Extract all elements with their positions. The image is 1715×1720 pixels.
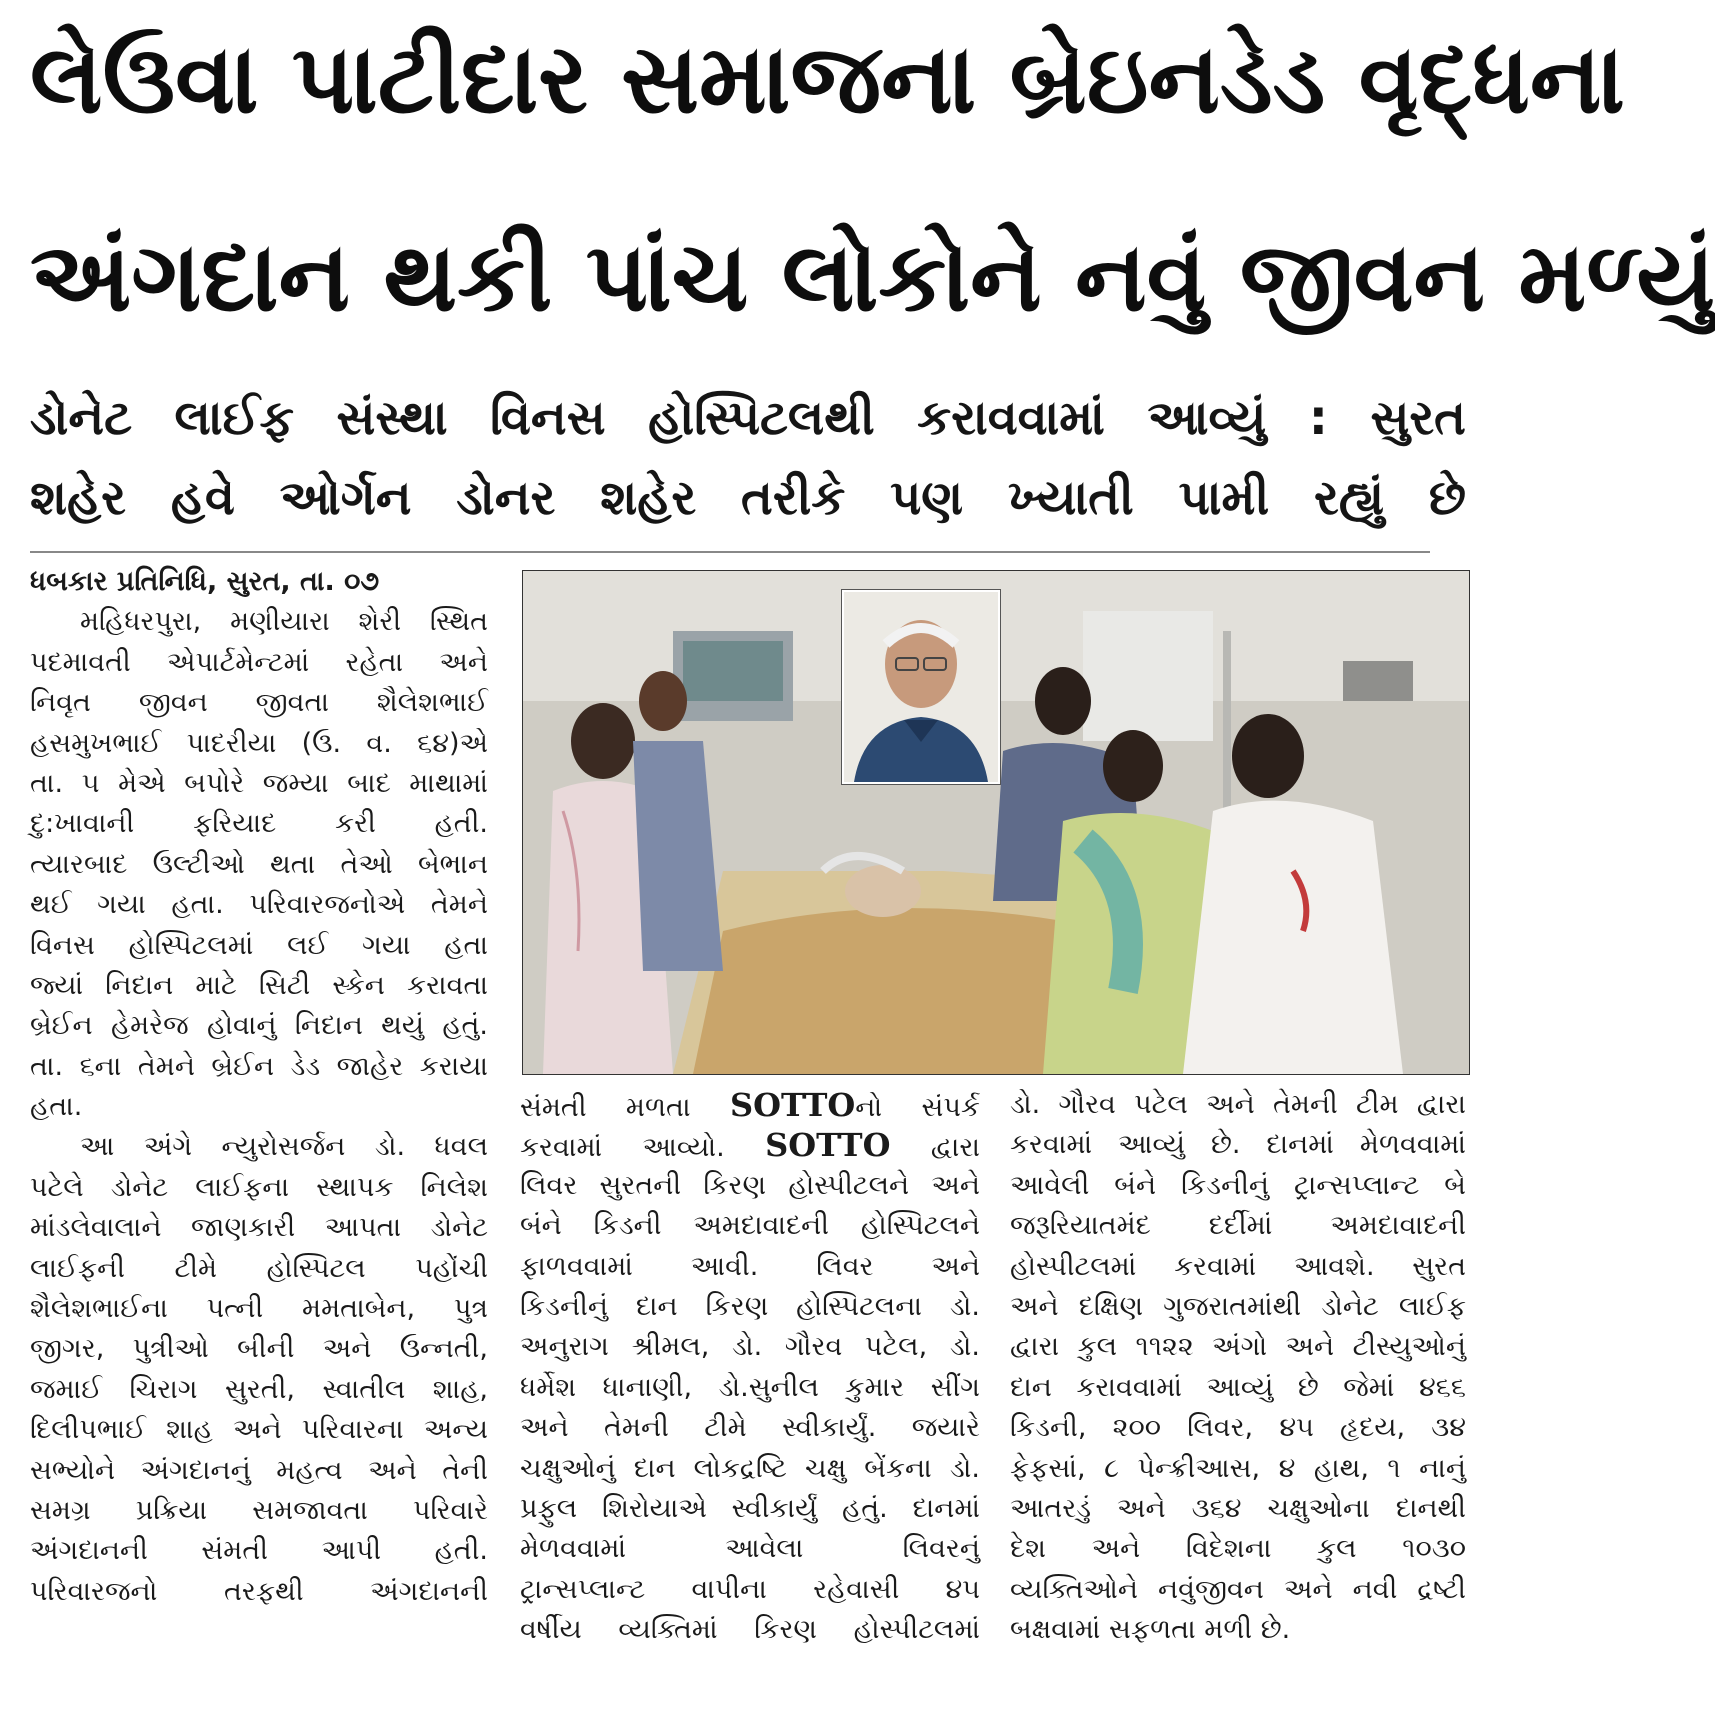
- article-line: જરૂરિયાતમંદ દર્દીમાં અમદાવાદની: [1010, 1210, 1466, 1242]
- headline-line-2: અંગદાન થકી પાંચ લોકોને નવું જીવન મળ્યું: [30, 221, 1715, 333]
- article-line: સમગ્ર પ્રક્રિયા સમજાવતા પરિવારે: [30, 1494, 488, 1526]
- article-line: વર્ષીય વ્યક્તિમાં કિરણ હોસ્પીટલમાં: [520, 1614, 980, 1646]
- article-line: ડો. ગૌરવ પટેલ અને તેમની ટીમ દ્વારા: [1010, 1089, 1466, 1120]
- article-line: તા. ૬ના તેમને બ્રેઈન ડેડ જાહેર કરાયા: [30, 1050, 488, 1082]
- subheadline-line-2: શહેર હવે ઓર્ગન ડોનર શહેર તરીકે પણ ખ્યાતી પામી રહ્યું છે: [30, 470, 1466, 526]
- article-line: લાઈફની ટીમે હોસ્પિટલ પહોંચી: [30, 1252, 488, 1284]
- article-line: આવેલી બંને કિડનીનું ટ્રાન્સપ્લાન્ટ બે: [1010, 1169, 1466, 1201]
- article-line: કિડની, ૨૦૦ લિવર, ૪૫ હૃદય, ૩૪: [1010, 1412, 1466, 1444]
- article-line: અને તેમની ટીમે સ્વીકાર્યું. જયારે: [520, 1412, 980, 1444]
- article-line: વ્યક્તિઓને નવુંજીવન અને નવી દ્રષ્ટી: [1010, 1573, 1466, 1605]
- article-line: આતરડું અને ૩૬૪ ચક્ષુઓના દાનથી: [1010, 1492, 1466, 1524]
- article-line: પદમાવતી એપાર્ટમેન્ટમાં રહેતા અને: [30, 646, 488, 678]
- article-line: બક્ષવામાં સફળતા મળી છે.: [1010, 1614, 1291, 1646]
- article-line: હોસ્પીટલમાં કરવામાં આવશે. સુરત: [1010, 1250, 1466, 1282]
- article-line: ટ્રાન્સપ્લાન્ટ વાપીના રહેવાસી ૪૫: [520, 1573, 980, 1605]
- text-segment: કરવામાં આવ્યો.: [520, 1132, 766, 1164]
- article-line: આ અંગે ન્યુરોસર્જન ડો. ધવલ: [80, 1131, 488, 1163]
- article-line: થઈ ગયા હતા. પરિવારજનોએ તેમને: [30, 889, 488, 921]
- headline-divider: [30, 551, 1430, 553]
- article-column-3: [1010, 1085, 1466, 1715]
- article-line: ચક્ષુઓનું દાન લોકદ્રષ્ટિ ચક્ષુ બેંકના ડો.: [520, 1452, 980, 1484]
- article-line: અને દક્ષિણ ગુજરાતમાંથી ડોનેટ લાઈફ: [1010, 1290, 1466, 1322]
- article-line: ફેફસાં, ૮ પેન્ક્રીઆસ, ૪ હાથ, ૧ નાનું: [1010, 1452, 1466, 1484]
- donor-portrait-photo: [842, 590, 1000, 784]
- text-segment: દ્વારા: [890, 1132, 980, 1164]
- article-line: દેશ અને વિદેશના કુલ ૧૦૩૦: [1010, 1533, 1466, 1565]
- dateline: ધબકાર પ્રતિનિધિ, સુરત, તા. ૦૭: [30, 566, 380, 597]
- article-line: પ્રફુલ શિરોયાએ સ્વીકાર્યું હતું. દાનમાં: [520, 1492, 980, 1524]
- article-line: સભ્યોને અંગદાનનું મહત્વ અને તેની: [30, 1454, 488, 1486]
- headline-line-1: લેઉવા પાટીદાર સમાજના બ્રેઇનડેડ વૃદ્ધના: [30, 23, 1625, 135]
- article-line: બ્રેઈન હેમરેજ હોવાનું નિદાન થયું હતું.: [30, 1010, 488, 1042]
- article-line: દિલીપભાઈ શાહ અને પરિવારના અન્ય: [30, 1414, 488, 1446]
- text-segment: નો સંપર્ક: [855, 1092, 980, 1123]
- article-line: કિડનીનું દાન કિરણ હોસ્પિટલના ડો.: [520, 1290, 980, 1322]
- article-line: હસમુખભાઈ પાદરીયા (ઉ. વ. ૬૪)એ: [30, 727, 488, 759]
- article-line: વિનસ હોસ્પિટલમાં લઈ ગયા હતા: [30, 929, 488, 961]
- portrait-illustration: [844, 592, 998, 782]
- article-line: જમાઈ ચિરાગ સુરતી, સ્વાતીલ શાહ,: [30, 1373, 488, 1405]
- article-line: દ્વારા કુલ ૧૧૨૨ અંગો અને ટીસ્યુઓનું: [1010, 1331, 1466, 1363]
- article-column-2: [520, 1085, 980, 1715]
- article-line: પટેલે ડોનેટ લાઈફના સ્થાપક નિલેશ: [30, 1171, 488, 1203]
- text-segment: સંમતી મળતા: [520, 1092, 730, 1123]
- article-line: નિવૃત જીવન જીવતા શૈલેશભાઈ: [30, 687, 488, 719]
- article-line: અનુરાગ શ્રીમલ, ડો. ગૌરવ પટેલ, ડો.: [520, 1331, 980, 1363]
- subheadline-line-1: ડોનેટ લાઈફ સંસ્થા વિનસ હોસ્પિટલથી કરાવવામાં આવ્યું : સુરત: [30, 390, 1466, 446]
- article-line: [520, 1085, 980, 1125]
- article-line: મેળવવામાં આવેલા લિવરનું: [520, 1533, 980, 1565]
- sotto-mention: SOTTO: [729, 1086, 856, 1124]
- article-line: જ્યાં નિદાન માટે સિટી સ્કેન કરાવતા: [30, 969, 488, 1001]
- article-line: પરિવારજનો તરફથી અંગદાનની: [30, 1575, 488, 1607]
- article-line: ત્યારબાદ ઉલ્ટીઓ થતા તેઓ બેભાન: [30, 848, 488, 880]
- article-line: શૈલેશભાઈના પત્ની મમતાબેન, પુત્ર: [30, 1293, 488, 1325]
- article-line: અંગદાનની સંમતી આપી હતી.: [30, 1535, 488, 1567]
- sotto-mention: SOTTO: [765, 1126, 891, 1165]
- article-line: દુ:ખાવાની ફરિયાદ કરી હતી.: [30, 808, 488, 840]
- article-line: ફાળવવામાં આવી. લિવર અને: [520, 1250, 980, 1282]
- article-line: તા. ૫ મેએ બપોરે જમ્યા બાદ માથામાં: [30, 767, 488, 799]
- article-line: હતા.: [30, 1091, 83, 1123]
- article-line: માંડલેવાલાને જાણકારી આપતા ડોનેટ: [30, 1212, 488, 1244]
- article-line: ધર્મેશ ધાનાણી, ડો.સુનીલ કુમાર સીંગ: [520, 1371, 980, 1403]
- article-line: લિવર સુરતની કિરણ હોસ્પીટલને અને: [520, 1169, 980, 1201]
- article-line: મહિધરપુરા, મણીયારા શેરી સ્થિત: [80, 606, 488, 638]
- article-line: [520, 1125, 980, 1165]
- article-line: કરવામાં આવ્યું છે. દાનમાં મેળવવામાં: [1010, 1129, 1466, 1161]
- article-line: જીગર, પુત્રીઓ બીની અને ઉન્નતી,: [30, 1333, 488, 1365]
- article-line: બંને કિડની અમદાવાદની હોસ્પિટલને: [520, 1210, 980, 1242]
- article-column-1: [30, 562, 488, 1712]
- article-line: દાન કરાવવામાં આવ્યું છે જેમાં ૪૬૬: [1010, 1371, 1466, 1403]
